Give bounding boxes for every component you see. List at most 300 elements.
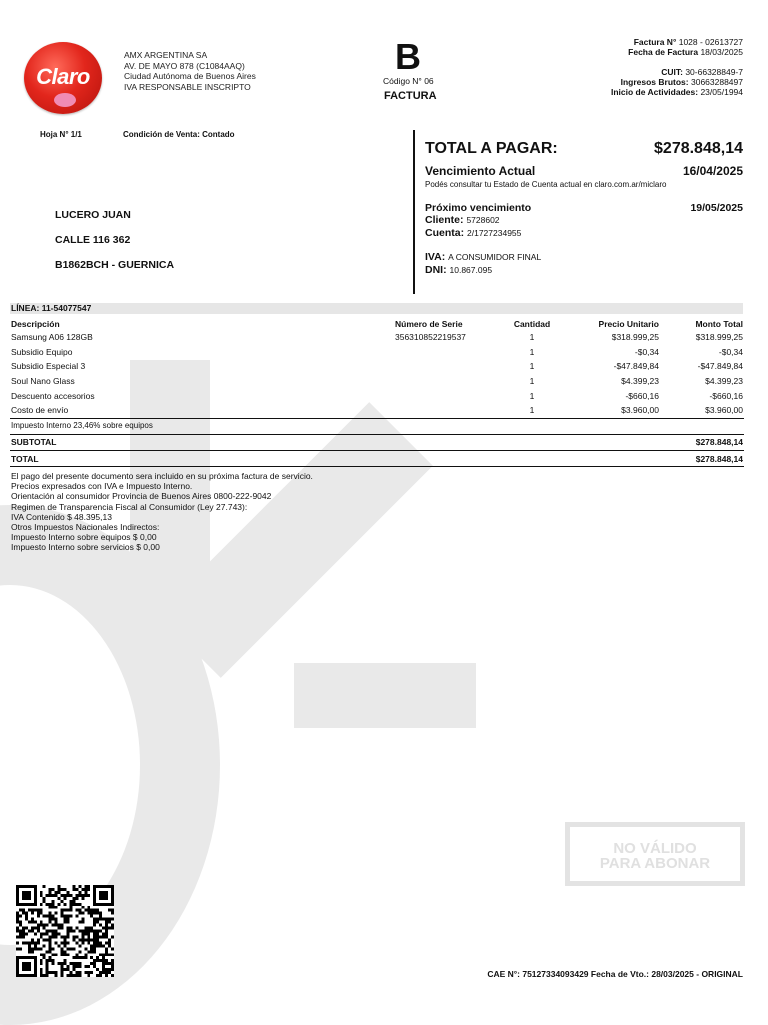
- qr-module: [75, 935, 78, 938]
- qr-module: [93, 909, 96, 912]
- qr-module: [64, 941, 67, 944]
- qr-module: [55, 932, 58, 935]
- qr-module: [49, 912, 52, 915]
- qr-module: [111, 953, 114, 956]
- qr-module: [105, 924, 108, 927]
- qr-module: [81, 918, 84, 921]
- qr-module: [90, 938, 93, 941]
- ingresos-brutos: 30663288497: [690, 77, 743, 87]
- qr-module: [84, 953, 87, 956]
- qr-module: [61, 924, 64, 927]
- qr-module: [16, 918, 19, 921]
- qr-module: [105, 932, 108, 935]
- qr-module: [55, 891, 58, 894]
- qr-module: [75, 956, 78, 959]
- qr-module: [22, 941, 25, 944]
- logo-dot: [54, 93, 76, 107]
- qr-module: [69, 909, 72, 912]
- qr-module: [99, 971, 102, 974]
- qr-module: [34, 944, 37, 947]
- qr-module: [16, 941, 19, 944]
- qr-module: [72, 900, 75, 903]
- qr-module: [96, 921, 99, 924]
- qr-module: [84, 956, 87, 959]
- qr-module: [111, 912, 114, 915]
- qr-module: [111, 918, 114, 921]
- qr-module: [69, 900, 72, 903]
- qr-module: [84, 927, 87, 930]
- client-row: [425, 214, 500, 226]
- qr-module: [40, 909, 43, 912]
- qr-module: [72, 930, 75, 933]
- line-bar: [10, 303, 743, 314]
- qr-module: [78, 930, 81, 933]
- qr-module: [43, 897, 46, 900]
- cell-unit-price: $3.960,00: [621, 405, 659, 416]
- iva-row: [425, 251, 541, 263]
- qr-module: [61, 894, 64, 897]
- cell-quantity: 1: [529, 390, 535, 401]
- cell-description: Subsidio Equipo: [11, 346, 73, 357]
- qr-module: [43, 924, 46, 927]
- qr-module: [81, 932, 84, 935]
- qr-module: [111, 962, 114, 965]
- cell-description: Descuento accesorios: [11, 390, 95, 401]
- items-table: [10, 317, 744, 418]
- qr-module: [105, 927, 108, 930]
- qr-module: [87, 930, 90, 933]
- qr-module: [102, 935, 105, 938]
- qr-module: [102, 965, 105, 968]
- qr-module: [46, 932, 49, 935]
- qr-module: [90, 930, 93, 933]
- inicio-actividades-label: Inicio de Actividades:: [611, 87, 699, 97]
- qr-module: [43, 932, 46, 935]
- qr-module: [87, 941, 90, 944]
- qr-module: [55, 921, 58, 924]
- dni-value: 10.867.095: [449, 265, 493, 275]
- qr-module: [16, 915, 19, 918]
- qr-module: [87, 935, 90, 938]
- cell-quantity: 1: [529, 361, 535, 372]
- customer-address: CALLE 116 362: [55, 234, 131, 246]
- legal-line: IVA Contenido $ 48.395,13: [11, 511, 112, 522]
- qr-module: [46, 962, 49, 965]
- cell-unit-price: -$660,16: [625, 390, 659, 401]
- qr-module: [52, 971, 55, 974]
- qr-module: [99, 974, 102, 977]
- qr-module: [40, 974, 43, 977]
- account-value: 2/1727234955: [467, 228, 522, 238]
- qr-module: [31, 941, 34, 944]
- qr-module: [96, 930, 99, 933]
- qr-module: [34, 947, 37, 950]
- qr-module: [58, 897, 61, 900]
- qr-module: [55, 912, 58, 915]
- total-rule: [10, 450, 744, 451]
- qr-module: [81, 935, 84, 938]
- qr-module: [31, 927, 34, 930]
- qr-module: [58, 932, 61, 935]
- divider-vertical: [413, 130, 415, 294]
- qr-module: [84, 932, 87, 935]
- qr-module: [108, 927, 111, 930]
- qr-module: [66, 915, 69, 918]
- qr-module: [58, 927, 61, 930]
- qr-module: [81, 941, 84, 944]
- qr-module: [31, 947, 34, 950]
- qr-module: [22, 930, 25, 933]
- subtotal-rule: [10, 434, 744, 435]
- qr-module: [102, 953, 105, 956]
- qr-module: [75, 953, 78, 956]
- qr-module: [93, 950, 96, 953]
- document-title: FACTURA: [384, 90, 437, 102]
- qr-module: [87, 894, 90, 897]
- total-to-pay-label: TOTAL A PAGAR:: [425, 140, 558, 157]
- header-description: Descripción: [11, 318, 60, 329]
- qr-module: [19, 930, 22, 933]
- qr-module: [55, 930, 58, 933]
- table-row: [10, 330, 744, 345]
- qr-module: [19, 909, 22, 912]
- qr-module: [99, 918, 102, 921]
- qr-module: [66, 947, 69, 950]
- qr-module: [66, 909, 69, 912]
- cell-total: $3.960,00: [705, 405, 743, 416]
- qr-module: [52, 959, 55, 962]
- invoice-number-label: Factura N°: [633, 37, 677, 47]
- cell-quantity: 1: [529, 405, 535, 416]
- qr-module: [111, 935, 114, 938]
- qr-module: [93, 932, 96, 935]
- table-row: [10, 359, 744, 374]
- qr-module: [78, 956, 81, 959]
- qr-module: [72, 885, 75, 888]
- qr-module: [37, 938, 40, 941]
- qr-module: [75, 965, 78, 968]
- qr-module: [43, 953, 46, 956]
- qr-module: [40, 935, 43, 938]
- qr-module: [52, 935, 55, 938]
- qr-module: [64, 950, 67, 953]
- qr-module: [99, 935, 102, 938]
- qr-module: [49, 956, 52, 959]
- qr-module: [46, 938, 49, 941]
- qr-module: [19, 932, 22, 935]
- qr-module: [111, 965, 114, 968]
- qr-module: [75, 909, 78, 912]
- qr-module: [34, 921, 37, 924]
- qr-module: [40, 894, 43, 897]
- qr-module: [43, 927, 46, 930]
- qr-module: [102, 956, 105, 959]
- qr-module: [46, 930, 49, 933]
- subtotal-label: SUBTOTAL: [11, 437, 57, 447]
- qr-module: [40, 921, 43, 924]
- total-to-pay-value: $278.848,14: [654, 140, 743, 157]
- qr-module: [84, 947, 87, 950]
- qr-module: [105, 959, 108, 962]
- qr-module: [49, 903, 52, 906]
- qr-module: [99, 924, 102, 927]
- qr-module: [52, 962, 55, 965]
- qr-module: [28, 921, 31, 924]
- qr-module: [19, 947, 22, 950]
- qr-module: [99, 944, 102, 947]
- qr-module: [28, 950, 31, 953]
- company-line: IVA RESPONSABLE INSCRIPTO: [124, 81, 251, 92]
- qr-module: [72, 935, 75, 938]
- invoice-date: 18/03/2025: [700, 47, 743, 57]
- qr-module: [40, 932, 43, 935]
- qr-module: [58, 903, 61, 906]
- account-row: [425, 227, 521, 239]
- qr-module: [52, 906, 55, 909]
- inicio-actividades: 23/05/1994: [700, 87, 743, 97]
- qr-module: [43, 938, 46, 941]
- cell-serial: 356310852219537: [395, 332, 466, 343]
- qr-module: [93, 924, 96, 927]
- cell-unit-price: $318.999,25: [611, 332, 659, 343]
- qr-module: [55, 974, 58, 977]
- page-number: Hoja N° 1/1: [40, 130, 82, 139]
- qr-module: [43, 900, 46, 903]
- qr-module: [31, 950, 34, 953]
- qr-module: [52, 930, 55, 933]
- qr-module: [99, 912, 102, 915]
- qr-module: [75, 971, 78, 974]
- qr-module: [46, 968, 49, 971]
- qr-module: [46, 915, 49, 918]
- qr-module: [49, 906, 52, 909]
- qr-module: [66, 953, 69, 956]
- qr-module: [87, 888, 90, 891]
- qr-module: [84, 894, 87, 897]
- qr-module: [16, 921, 19, 924]
- cell-quantity: 1: [529, 376, 535, 387]
- qr-module: [25, 932, 28, 935]
- qr-module: [108, 968, 111, 971]
- qr-module: [84, 888, 87, 891]
- invoice-details: [611, 37, 743, 97]
- qr-module: [111, 947, 114, 950]
- qr-module: [49, 971, 52, 974]
- cell-total: $4.399,23: [705, 376, 743, 387]
- qr-module: [16, 935, 19, 938]
- qr-module: [31, 909, 34, 912]
- qr-module: [90, 947, 93, 950]
- qr-module: [34, 927, 37, 930]
- qr-module: [90, 915, 93, 918]
- total-bottom-rule: [10, 466, 744, 467]
- invoice-code: Código N° 06: [383, 76, 434, 86]
- next-due-value: 19/05/2025: [690, 202, 743, 214]
- qr-module: [31, 912, 34, 915]
- not-valid-stamp: [565, 822, 745, 886]
- qr-module: [19, 921, 22, 924]
- cell-total: -$660,16: [709, 390, 743, 401]
- qr-module: [37, 915, 40, 918]
- qr-module: [66, 974, 69, 977]
- qr-module: [31, 938, 34, 941]
- qr-module: [66, 932, 69, 935]
- qr-module: [40, 891, 43, 894]
- qr-module: [16, 947, 19, 950]
- qr-module: [108, 953, 111, 956]
- qr-module: [61, 953, 64, 956]
- qr-module: [105, 971, 108, 974]
- qr-module: [108, 918, 111, 921]
- qr-module: [19, 935, 22, 938]
- qr-module: [64, 953, 67, 956]
- qr-module: [58, 885, 61, 888]
- qr-module: [66, 941, 69, 944]
- client-label: Cliente:: [425, 214, 464, 226]
- qr-module: [78, 891, 81, 894]
- qr-module: [81, 938, 84, 941]
- qr-module: [108, 971, 111, 974]
- qr-module: [40, 924, 43, 927]
- qr-module: [87, 885, 90, 888]
- qr-module: [58, 891, 61, 894]
- next-due-label: Próximo vencimiento: [425, 202, 532, 214]
- table-header-row: [10, 317, 744, 330]
- qr-module: [81, 930, 84, 933]
- cuit-label: CUIT:: [661, 67, 683, 77]
- qr-module: [61, 935, 64, 938]
- qr-module: [55, 941, 58, 944]
- qr-module: [90, 962, 93, 965]
- qr-module: [64, 897, 67, 900]
- qr-module: [108, 921, 111, 924]
- qr-module: [43, 956, 46, 959]
- qr-module: [105, 974, 108, 977]
- qr-module: [72, 938, 75, 941]
- qr-module: [102, 944, 105, 947]
- qr-module: [96, 956, 99, 959]
- account-label: Cuenta:: [425, 227, 465, 239]
- qr-module: [84, 938, 87, 941]
- qr-module: [78, 909, 81, 912]
- qr-module: [102, 918, 105, 921]
- qr-module: [78, 921, 81, 924]
- table-row: [10, 388, 744, 403]
- table-rule: [10, 418, 744, 419]
- qr-module: [72, 888, 75, 891]
- qr-module: [87, 965, 90, 968]
- qr-module: [64, 918, 67, 921]
- qr-module: [52, 915, 55, 918]
- qr-module: [58, 888, 61, 891]
- qr-module: [108, 944, 111, 947]
- qr-module: [55, 906, 58, 909]
- qr-module: [34, 932, 37, 935]
- qr-module: [75, 903, 78, 906]
- qr-module: [37, 909, 40, 912]
- qr-module: [93, 962, 96, 965]
- qr-module: [55, 894, 58, 897]
- qr-module: [69, 930, 72, 933]
- qr-module: [49, 950, 52, 953]
- qr-module: [81, 897, 84, 900]
- qr-module: [31, 918, 34, 921]
- cell-description: Subsidio Especial 3: [11, 361, 86, 372]
- qr-module: [25, 927, 28, 930]
- qr-module: [87, 938, 90, 941]
- qr-module: [102, 971, 105, 974]
- company-info: [124, 50, 256, 92]
- cell-total: $318.999,25: [695, 332, 743, 343]
- qr-module: [22, 909, 25, 912]
- qr-module: [69, 903, 72, 906]
- qr-module: [78, 938, 81, 941]
- cell-total: -$47.849,84: [697, 361, 743, 372]
- legal-notes: [11, 471, 313, 553]
- qr-module: [49, 894, 52, 897]
- qr-module: [96, 912, 99, 915]
- qr-module: [64, 921, 67, 924]
- qr-module: [49, 959, 52, 962]
- qr-module: [52, 947, 55, 950]
- qr-module: [96, 935, 99, 938]
- cell-total: -$0,34: [718, 346, 743, 357]
- qr-module: [90, 912, 93, 915]
- qr-module: [75, 927, 78, 930]
- stamp-line: NO VÁLIDO: [613, 840, 697, 857]
- ingresos-brutos-label: Ingresos Brutos:: [620, 77, 689, 87]
- qr-module: [75, 974, 78, 977]
- qr-module: [43, 974, 46, 977]
- qr-module: [75, 941, 78, 944]
- cuit: 30-66328849-7: [685, 67, 743, 77]
- qr-module: [46, 965, 49, 968]
- qr-module: [93, 944, 96, 947]
- qr-module: [49, 915, 52, 918]
- qr-module: [75, 897, 78, 900]
- qr-module: [66, 894, 69, 897]
- qr-module: [84, 909, 87, 912]
- qr-module: [49, 944, 52, 947]
- qr-module: [40, 903, 43, 906]
- qr-module: [96, 941, 99, 944]
- qr-module: [28, 944, 31, 947]
- qr-module: [40, 971, 43, 974]
- qr-module: [72, 956, 75, 959]
- qr-module: [69, 906, 72, 909]
- qr-module: [69, 971, 72, 974]
- qr-module: [64, 944, 67, 947]
- qr-module: [49, 921, 52, 924]
- sale-condition: Condición de Venta: Contado: [123, 130, 235, 139]
- qr-module: [69, 947, 72, 950]
- qr-module: [72, 965, 75, 968]
- stamp-line: PARA ABONAR: [599, 855, 711, 872]
- qr-module: [64, 915, 67, 918]
- qr-module: [96, 959, 99, 962]
- qr-module: [78, 903, 81, 906]
- qr-module: [55, 971, 58, 974]
- internal-tax-note: Impuesto Interno 23,46% sobre equipos: [11, 421, 153, 430]
- qr-module: [75, 962, 78, 965]
- qr-module: [69, 894, 72, 897]
- qr-module: [64, 903, 67, 906]
- qr-module: [46, 950, 49, 953]
- qr-module: [105, 921, 108, 924]
- qr-module: [25, 915, 28, 918]
- qr-module: [93, 935, 96, 938]
- qr-module: [40, 968, 43, 971]
